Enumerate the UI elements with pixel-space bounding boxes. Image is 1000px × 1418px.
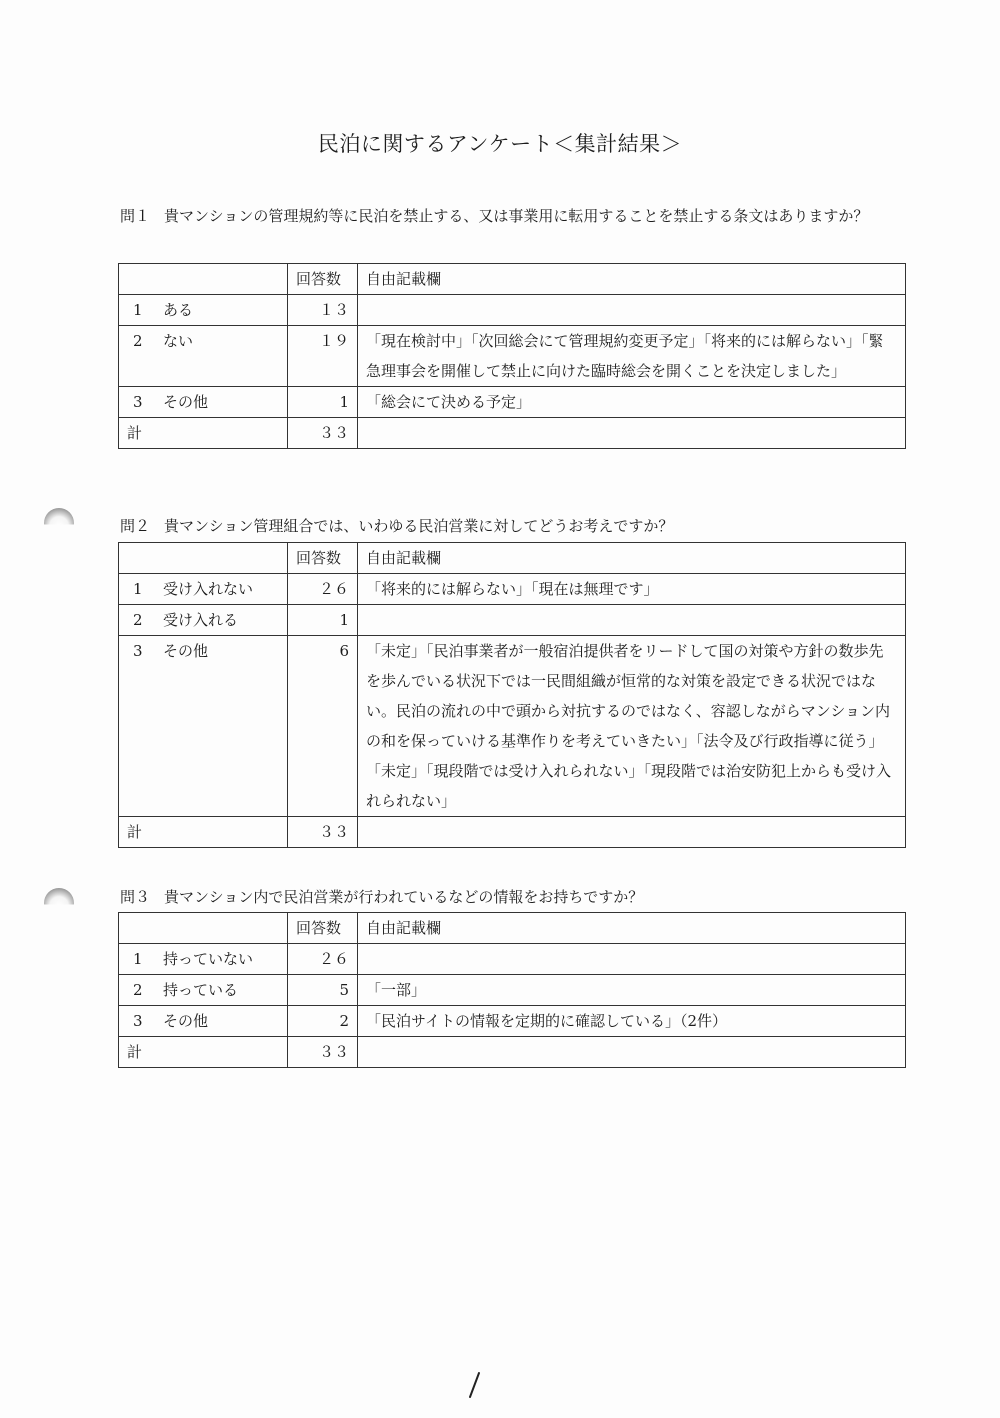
option-comments: 「一部」 xyxy=(358,975,906,1006)
option-label: 1 持っていない xyxy=(119,944,288,975)
option-label: 2 受け入れる xyxy=(119,605,288,636)
header-blank xyxy=(119,913,288,944)
option-count: １９ xyxy=(288,326,358,387)
header-blank xyxy=(119,264,288,295)
option-label: 2 持っている xyxy=(119,975,288,1006)
table-row xyxy=(119,326,906,387)
total-row xyxy=(119,418,906,449)
question-number: 問３ xyxy=(120,888,151,906)
option-label: 1 受け入れない xyxy=(119,574,288,605)
punch-hole-icon xyxy=(44,888,74,918)
option-count: 2 xyxy=(288,1006,358,1037)
header-free: 自由記載欄 xyxy=(358,264,906,295)
page-number-mark xyxy=(465,1370,485,1400)
total-free xyxy=(358,817,906,848)
option-comments xyxy=(358,944,906,975)
option-count: 1 xyxy=(288,387,358,418)
question-text: 貴マンション管理組合では、いわゆる民泊営業に対してどうお考えですか？ xyxy=(164,517,674,535)
table-row xyxy=(119,1006,906,1037)
table-row xyxy=(119,605,906,636)
header-count: 回答数 xyxy=(288,264,358,295)
question-1 xyxy=(120,200,910,232)
total-label: 計 xyxy=(119,817,288,848)
punch-hole-icon xyxy=(44,508,74,538)
option-comments: 「将来的には解らない」「現在は無理です」 xyxy=(358,574,906,605)
table-row xyxy=(119,975,906,1006)
header-count: 回答数 xyxy=(288,543,358,574)
header-free: 自由記載欄 xyxy=(358,913,906,944)
question-number: 問２ xyxy=(120,517,151,535)
total-count: ３３ xyxy=(288,418,358,449)
option-comments: 「総会にて決める予定」 xyxy=(358,387,906,418)
option-label: 3 その他 xyxy=(119,636,288,817)
option-comments: 「未定」「民泊事業者が一般宿泊提供者をリードして国の対策や方針の数歩先を歩んでいる状況下では一民間組織が恒常的な対策を設定できる状況ではない。民泊の流れの中で頭から対抗するのではなく、容認しながらマンション内の和を保っていける基準作りを考えていきたい」「法令及び行政指導に従う」「未定」「現段階では受け入れられない」「現段階では治安防犯上からも受け入れられない」 xyxy=(358,636,906,817)
option-comments xyxy=(358,605,906,636)
question-2 xyxy=(120,510,910,542)
total-row xyxy=(119,1037,906,1068)
option-count: 5 xyxy=(288,975,358,1006)
q2-results-table xyxy=(118,542,906,848)
option-count: 1 xyxy=(288,605,358,636)
table-header-row xyxy=(119,913,906,944)
header-blank xyxy=(119,543,288,574)
question-number: 問１ xyxy=(120,207,151,225)
table-row xyxy=(119,636,906,817)
total-label: 計 xyxy=(119,1037,288,1068)
q3-results-table xyxy=(118,912,906,1068)
total-free xyxy=(358,1037,906,1068)
table-row xyxy=(119,387,906,418)
header-free: 自由記載欄 xyxy=(358,543,906,574)
total-label: 計 xyxy=(119,418,288,449)
option-comments xyxy=(358,295,906,326)
table-row xyxy=(119,295,906,326)
table-row xyxy=(119,944,906,975)
total-count: ３３ xyxy=(288,1037,358,1068)
table-row xyxy=(119,574,906,605)
option-label: 3 その他 xyxy=(119,387,288,418)
option-count: ２６ xyxy=(288,574,358,605)
table-header-row xyxy=(119,264,906,295)
option-label: 2 ない xyxy=(119,326,288,387)
question-text: 貴マンション内で民泊営業が行われているなどの情報をお持ちですか？ xyxy=(164,888,644,906)
option-count: １３ xyxy=(288,295,358,326)
total-row xyxy=(119,817,906,848)
option-count: 6 xyxy=(288,636,358,817)
document-title: 民泊に関するアンケート＜集計結果＞ xyxy=(317,132,683,156)
option-label: 3 その他 xyxy=(119,1006,288,1037)
table-header-row xyxy=(119,543,906,574)
option-comments: 「民泊サイトの情報を定期的に確認している」（2件） xyxy=(358,1006,906,1037)
question-3 xyxy=(120,881,910,913)
header-count: 回答数 xyxy=(288,913,358,944)
q1-results-table xyxy=(118,263,906,449)
question-text: 貴マンションの管理規約等に民泊を禁止する、又は事業用に転用することを禁止する条文はありますか？ xyxy=(164,207,869,225)
total-count: ３３ xyxy=(288,817,358,848)
option-label: 1 ある xyxy=(119,295,288,326)
total-free xyxy=(358,418,906,449)
option-count: ２６ xyxy=(288,944,358,975)
option-comments: 「現在検討中」「次回総会にて管理規約変更予定」「将来的には解らない」「緊急理事会を開催して禁止に向けた臨時総会を開くことを決定しました」 xyxy=(358,326,906,387)
